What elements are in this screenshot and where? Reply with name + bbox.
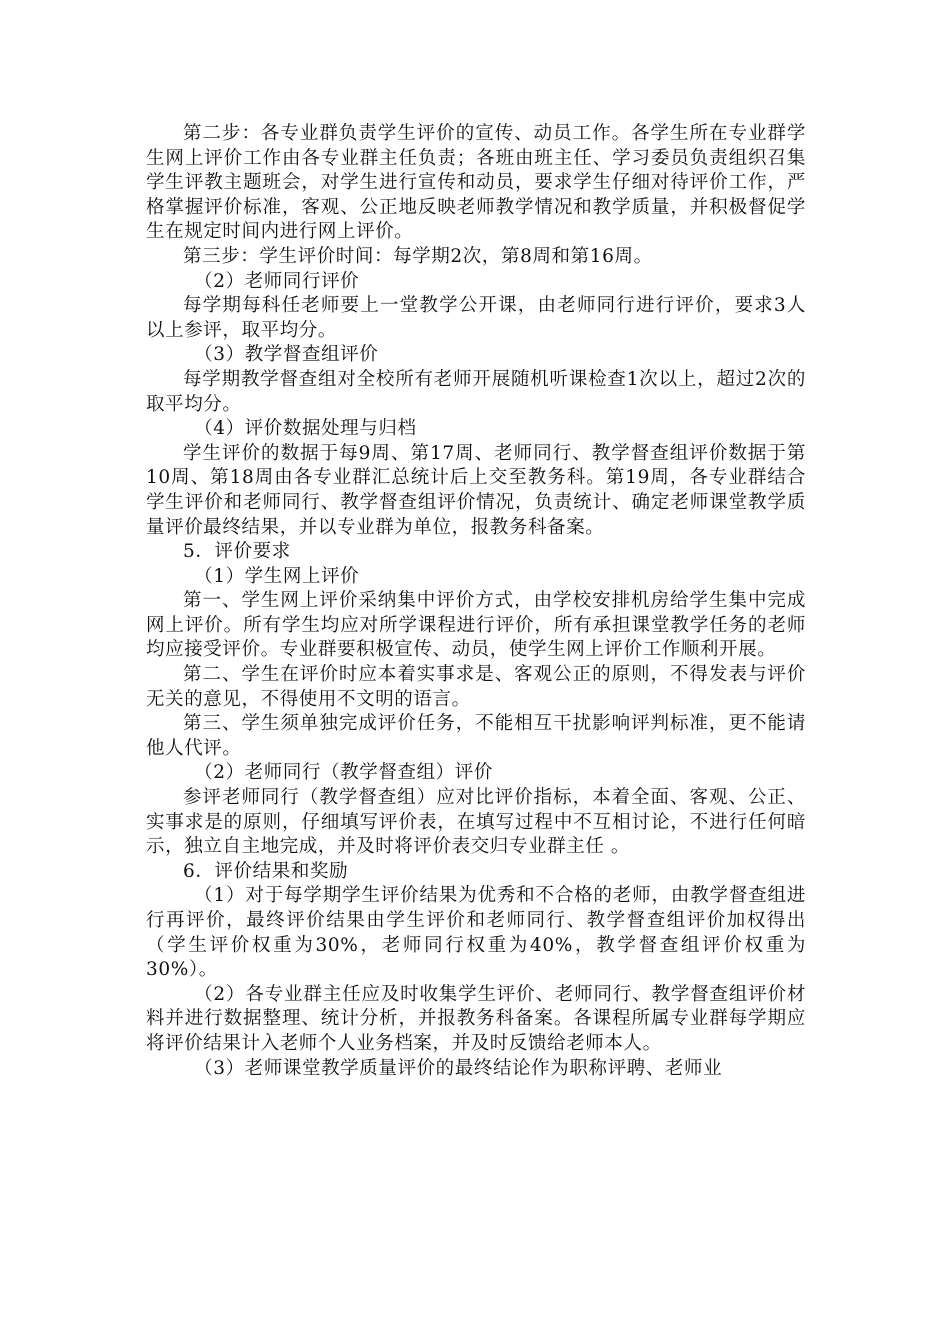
- paragraph-peer-review: 每学期每科任老师要上一堂教学公开课，由老师同行进行评价，要求3人以上参评，取平均分。: [146, 295, 806, 341]
- paragraph-result-three: （3）老师课堂教学质量评价的最终结论作为职称评聘、老师业: [194, 1057, 723, 1079]
- subheading-peer-supervision-evaluation: （2）老师同行（教学督查组）评价: [194, 762, 493, 784]
- paragraph-result-one: （1）对于每学期学生评价结果为优秀和不合格的老师，由教学督查组进行再评价，最终评价结果由学生评价和老师同行、教学督查组评价加权得出（学生评价权重为30%，老师同行权重为40%，教学督查组评价权重为30%）。: [146, 885, 806, 981]
- paragraph-requirement-three: 第三、学生须单独完成评价任务，不能相互干扰影响评判标准，更不能请他人代评。: [146, 713, 806, 759]
- paragraph-supervision-review: 每学期教学督查组对全校所有老师开展随机听课检查1次以上，超过2次的取平均分。: [146, 368, 806, 415]
- paragraph-result-two: （2）各专业群主任应及时收集学生评价、老师同行、教学督查组评价材料并进行数据整理、统计分析，并报教务科备案。各课程所属专业群每学期应将评价结果计入老师个人业务档案，并及时反馈给老师本人。: [146, 983, 806, 1054]
- heading-results-rewards: 6．评价结果和奖励: [183, 860, 349, 882]
- paragraph-peer-supervision-evaluation: 参评老师同行（教学督查组）应对比评价指标，本着全面、客观、公正、实事求是的原则，仔细填写评价表，在填写过程中不互相讨论，不进行任何暗示，独立自主地完成，并及时将评价表交归专业群主任 。: [146, 787, 806, 858]
- paragraph-data-processing: 学生评价的数据于每9周、第17周、老师同行、教学督查组评价数据于第10周、第18周由各专业群汇总统计后上交至教务科。第19周，各专业群结合学生评价和老师同行、教学督查组评价情况，负责统计、确定老师课堂教学质量评价最终结果，并以专业群为单位，报教务科备案。: [146, 442, 806, 538]
- paragraph-requirement-one: 第一、学生网上评价采纳集中评价方式，由学校安排机房给学生集中完成网上评价。所有学生均应对所学课程进行评价，所有承担课堂教学任务的老师均应接受评价。专业群要积极宣传、动员，使学生网上评价工作顺利开展。: [146, 590, 806, 661]
- subheading-data-processing: （4）评价数据处理与归档: [194, 418, 417, 440]
- subheading-online-evaluation: （1）学生网上评价: [194, 565, 360, 587]
- paragraph-step-three: 第三步：学生评价时间：每学期2次，第8周和第16周。: [183, 245, 653, 267]
- subheading-supervision-review: （3）教学督查组评价: [194, 344, 379, 366]
- subheading-peer-review: （2）老师同行评价: [194, 270, 360, 292]
- paragraph-requirement-two: 第二、学生在评价时应本着实事求是、客观公正的原则，不得发表与评价无关的意见，不得使用不文明的语言。: [146, 664, 806, 710]
- heading-evaluation-requirements: 5．评价要求: [183, 541, 291, 563]
- document-page: [146, 122, 806, 1081]
- paragraph-step-two: 第二步：各专业群负责学生评价的宣传、动员工作。各学生所在专业群学生网上评价工作由各专业群主任负责；各班由班主任、学习委员负责组织召集学生评教主题班会，对学生进行宣传和动员，要求学生仔细对待评价工作，严格掌握评价标准，客观、公正地反映老师教学情况和教学质量，并积极督促学生在规定时间内进行网上评价。: [146, 123, 806, 243]
